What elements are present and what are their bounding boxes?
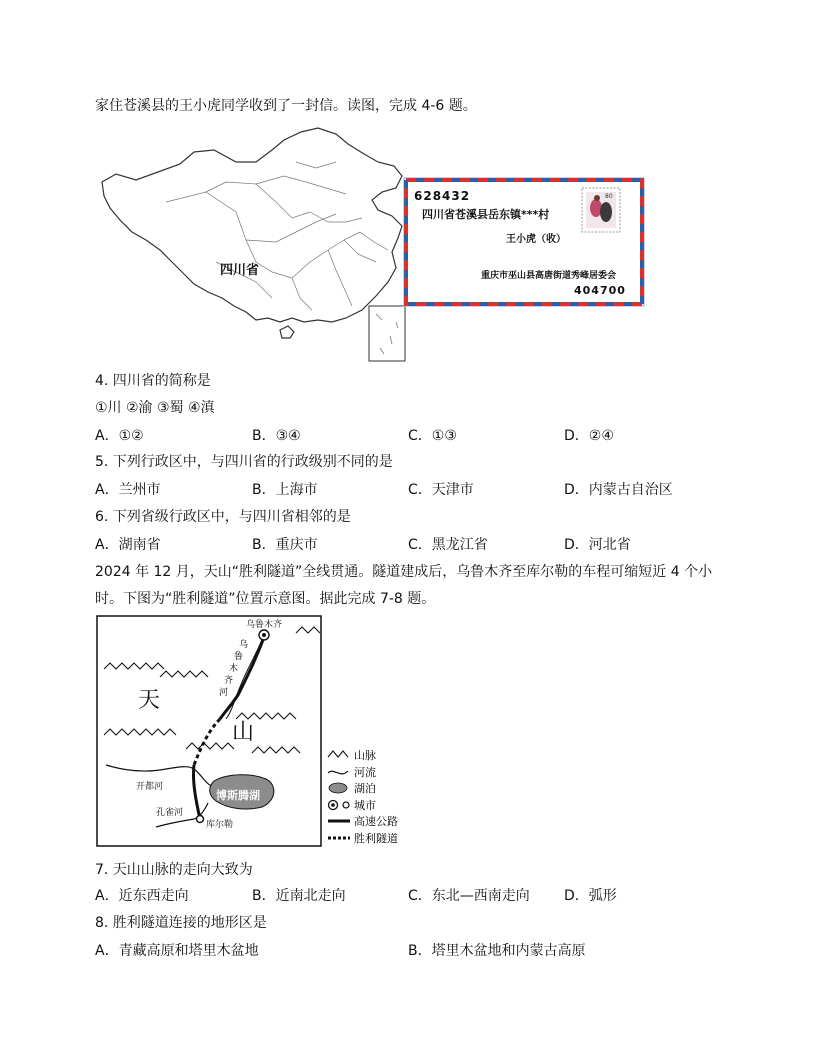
legend-city: 城市	[354, 799, 376, 812]
q6-option-a[interactable]: A．湖南省	[95, 537, 161, 553]
envelope	[404, 178, 644, 306]
river-label-char: 鲁	[234, 652, 244, 662]
q5-option-b[interactable]: B．上海市	[252, 482, 318, 498]
q6-option-b[interactable]: B．重庆市	[252, 537, 318, 553]
recipient-address: 四川省苍溪县岳东镇***村	[422, 208, 550, 221]
recipient-postcode: 628432	[414, 189, 471, 203]
q5-stem: 5. 下列行政区中，与四川省的行政级别不同的是	[95, 454, 393, 470]
china-outline	[102, 128, 402, 338]
q5-option-c[interactable]: C．天津市	[408, 482, 474, 498]
q6-stem: 6. 下列省级行政区中，与四川省相邻的是	[95, 509, 351, 525]
q7-option-b[interactable]: B．近南北走向	[252, 888, 346, 904]
stamp	[582, 188, 620, 232]
q8-option-a[interactable]: A．青藏高原和塔里木盆地	[95, 943, 259, 959]
china-map-figure	[96, 122, 656, 367]
stamp-value: 80	[605, 193, 613, 200]
tian-char: 天	[138, 688, 161, 713]
q7-option-d[interactable]: D．弧形	[564, 888, 617, 904]
korla-city-marker	[197, 816, 204, 823]
city-korla-label: 库尔勒	[206, 820, 234, 830]
q4-option-b[interactable]: B．③④	[252, 428, 301, 444]
q7-stem: 7. 天山山脉的走向大致为	[95, 862, 253, 878]
intro-text-1: 家住苍溪县的王小虎同学收到了一封信。读图，完成 4-6 题。	[95, 98, 477, 114]
shan-char: 山	[232, 720, 255, 745]
kaidu-river-label: 开都河	[136, 782, 164, 792]
legend-tunnel: 胜利隧道	[354, 832, 398, 845]
map-legend	[328, 749, 398, 845]
legend-highway: 高速公路	[354, 815, 398, 828]
q5-option-a[interactable]: A．兰州市	[95, 482, 161, 498]
q4-option-a[interactable]: A．①②	[95, 428, 144, 444]
q5-option-d[interactable]: D．内蒙古自治区	[564, 482, 673, 498]
lake-label: 博斯腾湖	[216, 789, 260, 802]
q6-option-d[interactable]: D．河北省	[564, 537, 631, 553]
sender-postcode: 404700	[574, 284, 626, 297]
q8-option-b[interactable]: B．塔里木盆地和内蒙古高原	[408, 943, 586, 959]
q8-stem: 8. 胜利隧道连接的地形区是	[95, 915, 267, 931]
q7-option-a[interactable]: A．近东西走向	[95, 888, 189, 904]
legend-mountain: 山脉	[354, 749, 376, 762]
river-label-char: 木	[229, 664, 239, 674]
sender-address: 重庆市巫山县高唐街道秀峰居委会	[481, 271, 617, 281]
q4-option-d[interactable]: D．②④	[564, 428, 614, 444]
legend-lake: 湖泊	[354, 782, 376, 795]
intro-text-2a: 2024 年 12 月，天山“胜利隧道”全线贯通。隧道建成后，乌鲁木齐至库尔勒的车程可缩短近 4 个小	[95, 564, 713, 580]
q4-option-c[interactable]: C．①③	[408, 428, 457, 444]
legend-river: 河流	[354, 766, 376, 779]
river-label-char: 齐	[224, 676, 234, 686]
province-borders	[166, 162, 388, 310]
river-label-char: 河	[219, 688, 229, 698]
q4-stem: 4. 四川省的简称是	[95, 373, 211, 389]
kongque-river-label: 孔雀河	[156, 808, 184, 818]
river-label-char: 乌	[239, 640, 249, 650]
q4-items: ①川 ②渝 ③蜀 ④滇	[95, 400, 215, 416]
q6-option-c[interactable]: C．黑龙江省	[408, 537, 488, 553]
south-china-sea-inset	[369, 306, 405, 361]
sichuan-label: 四川省	[220, 263, 260, 278]
tunnel-map-figure	[96, 615, 416, 853]
recipient-name: 王小虎（收）	[506, 234, 566, 245]
q7-option-c[interactable]: C．东北—西南走向	[408, 888, 530, 904]
city-urumqi-label: 乌鲁木齐	[246, 620, 283, 630]
intro-text-2b: 时。下图为“胜利隧道”位置示意图。据此完成 7-8 题。	[95, 591, 436, 607]
